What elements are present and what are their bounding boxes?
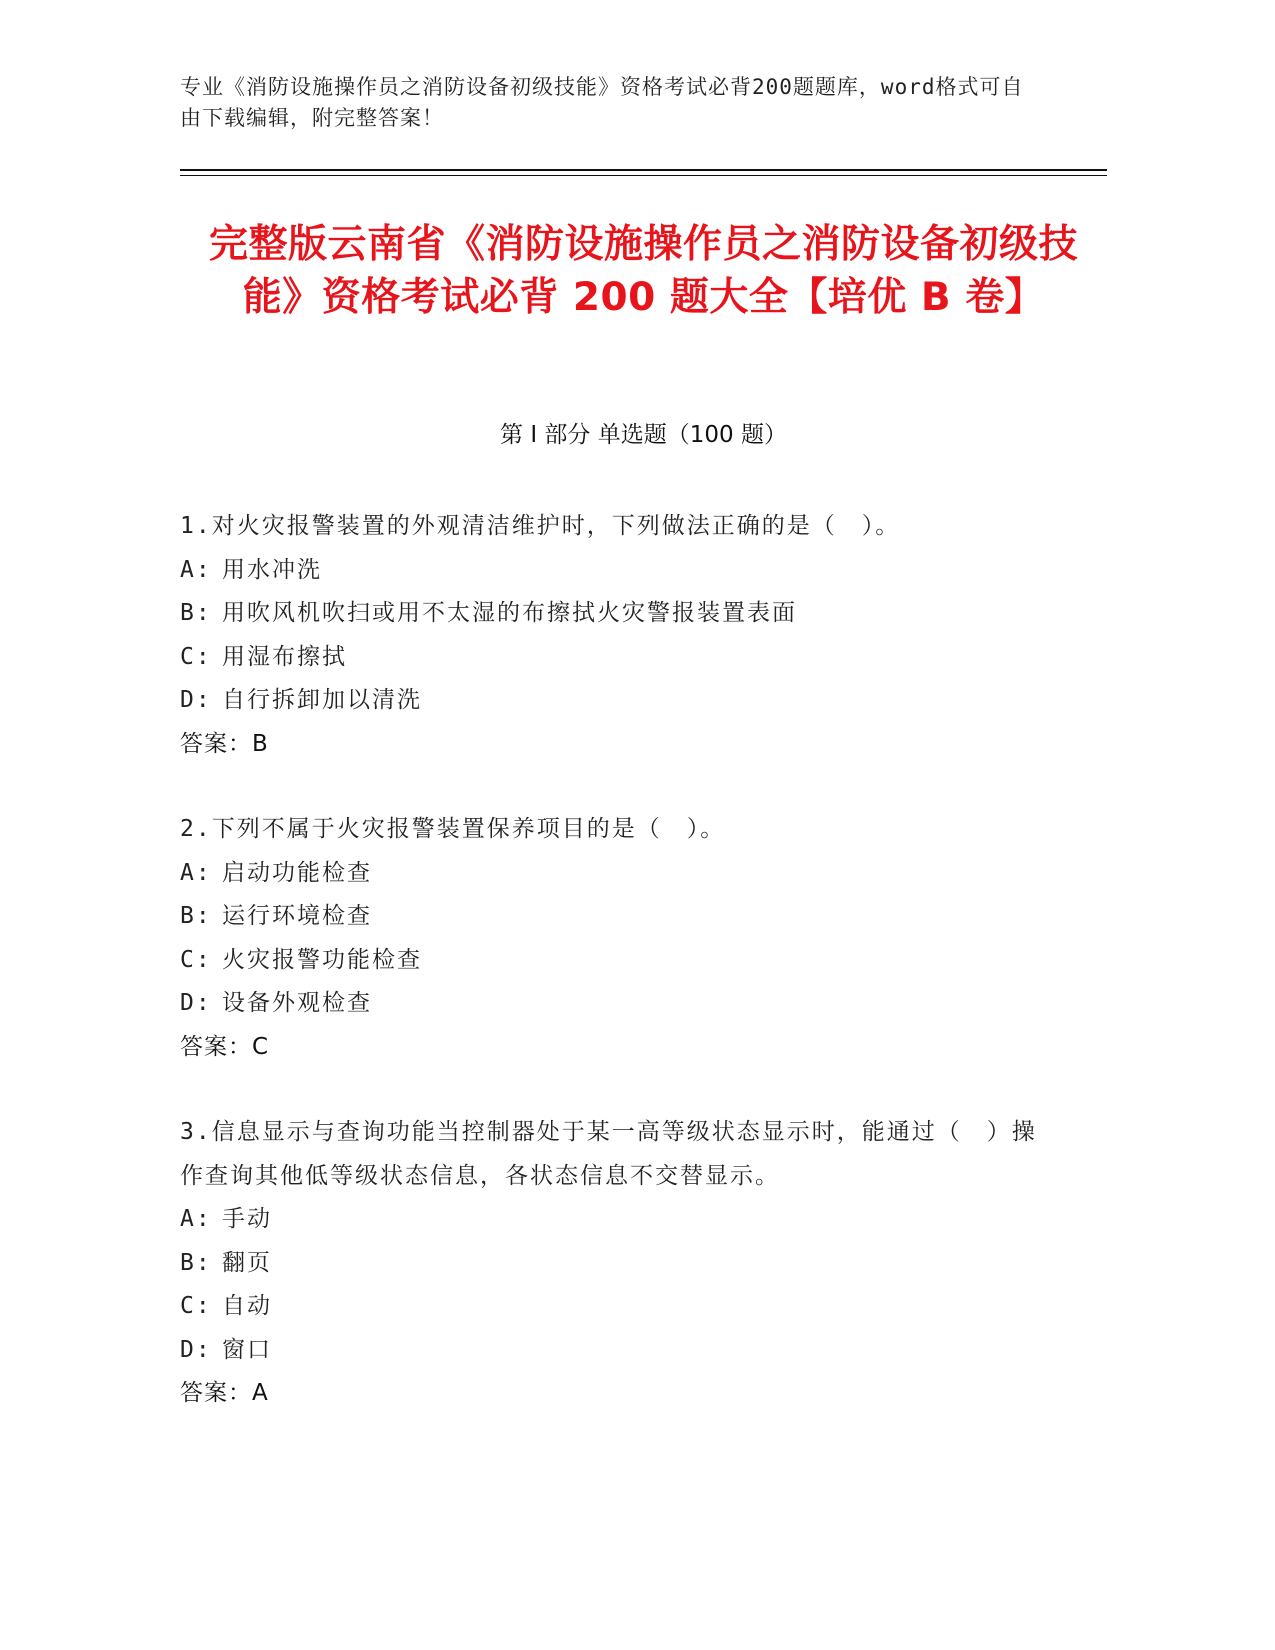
document-title: 完整版云南省《消防设施操作员之消防设备初级技能》资格考试必背 200 题大全【培优 B 卷】 (208, 222, 1078, 320)
header-note: 专业《消防设施操作员之消防设备初级技能》资格考试必背200题题库，word格式可自由下载编辑，附完整答案！ (180, 75, 1024, 130)
option-a (180, 852, 1107, 896)
option-text: 自动 (222, 1293, 272, 1319)
option-letter: A: (180, 859, 212, 886)
option-letter: C: (180, 643, 212, 670)
answer-prefix: 答案： (180, 730, 252, 757)
answer-prefix: 答案： (180, 1033, 252, 1060)
option-letter: A: (180, 556, 212, 583)
option-b (180, 592, 1107, 636)
option-a (180, 1198, 1107, 1242)
answer-line (180, 1372, 1107, 1416)
option-text: 窗口 (222, 1336, 272, 1363)
question-3 (180, 1111, 1107, 1416)
answer-value: A (252, 1380, 269, 1406)
question-stem: 3.信息显示与查询功能当控制器处于某一高等级状态显示时，能通过（ ）操作查询其他低等级状态信息，各状态信息不交替显示。 (180, 1119, 1037, 1189)
question-1 (180, 505, 1107, 766)
option-c (180, 636, 1107, 680)
option-letter: D: (180, 1336, 212, 1363)
option-text: 用湿布擦拭 (222, 643, 347, 670)
option-text: 用吹风机吹扫或用不太湿的布擦拭火灾警报装置表面 (222, 600, 797, 626)
option-text: 翻页 (222, 1249, 272, 1276)
option-c (180, 939, 1107, 983)
header-rule-thin (180, 175, 1107, 176)
answer-value: C (252, 1033, 270, 1060)
question-stem: 1.对火灾报警装置的外观清洁维护时，下列做法正确的是（ ）。 (180, 513, 901, 539)
option-letter: D: (180, 687, 212, 713)
option-b (180, 1242, 1107, 1286)
option-text: 设备外观检查 (222, 990, 372, 1016)
option-text: 用水冲洗 (222, 556, 322, 583)
option-text: 手动 (222, 1206, 272, 1232)
question-2 (180, 808, 1107, 1069)
option-letter: D: (180, 990, 212, 1016)
option-letter: B: (180, 600, 212, 626)
option-d (180, 1329, 1107, 1373)
question-stem: 2.下列不属于火灾报警装置保养项目的是（ ）。 (180, 816, 726, 842)
option-d (180, 679, 1107, 723)
question-list (180, 505, 1107, 1458)
option-d (180, 982, 1107, 1026)
option-letter: B: (180, 1249, 212, 1276)
option-letter: C: (180, 1293, 212, 1319)
option-letter: B: (180, 903, 212, 929)
option-text: 启动功能检查 (222, 859, 372, 886)
option-letter: C: (180, 946, 212, 973)
option-a (180, 549, 1107, 593)
option-text: 火灾报警功能检查 (222, 946, 422, 973)
option-c (180, 1285, 1107, 1329)
answer-value: B (252, 730, 269, 757)
answer-line (180, 1026, 1107, 1070)
option-letter: A: (180, 1206, 212, 1232)
answer-prefix: 答案： (180, 1380, 252, 1406)
option-b (180, 895, 1107, 939)
section-title: 第 I 部分 单选题（100 题） (500, 422, 787, 448)
option-text: 运行环境检查 (222, 903, 372, 929)
option-text: 自行拆卸加以清洗 (222, 687, 422, 713)
header-rule-thick (180, 169, 1107, 171)
answer-line (180, 723, 1107, 767)
